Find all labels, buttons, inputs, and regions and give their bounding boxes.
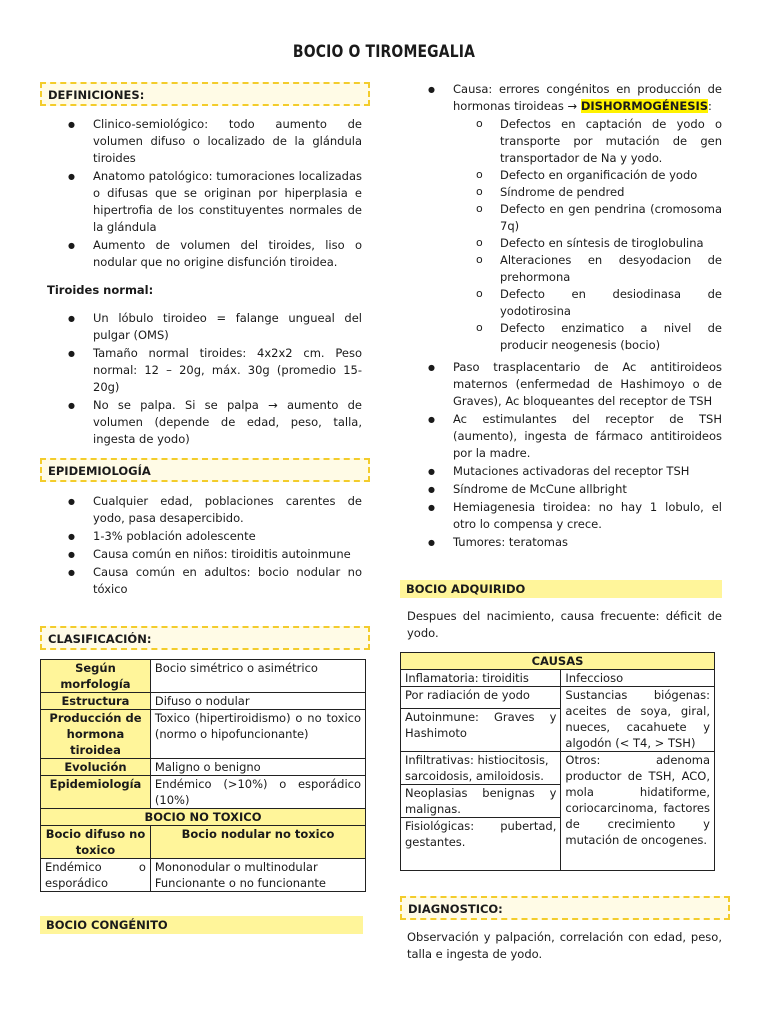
table-row xyxy=(41,759,366,776)
table-col-header: Bocio nodular no toxico xyxy=(150,826,365,859)
table-row xyxy=(41,660,366,693)
list-item: ● No se palpa. Si se palpa → aumento de volumen (depende de edad, peso, talla, ingesta de yodo) xyxy=(40,397,362,448)
table-value: Bocio simétrico o asimétrico xyxy=(150,660,365,693)
table-cell: Por radiación de yodo xyxy=(401,687,561,709)
table-cell: Fisiológicas: pubertad, gestantes. xyxy=(401,818,561,871)
dishormogenesis-highlight: DISHORMOGÉNESIS xyxy=(580,99,709,113)
page-title: BOCIO O TIROMEGALIA xyxy=(292,42,476,62)
list-item: ● Tamaño normal tiroides: 4x2x2 cm. Peso normal: 12 – 20g, máx. 30g (promedio 15-20g) xyxy=(40,345,362,396)
tiroides-normal-heading: Tiroides normal: xyxy=(47,283,154,297)
list-item: ● 1-3% población adolescente xyxy=(40,528,362,545)
list-item: ● Síndrome de McCune allbright xyxy=(400,481,722,498)
table-row xyxy=(401,752,715,785)
diagnostico-text: Observación y palpación, correlación con edad, peso, talla e ingesta de yodo. xyxy=(407,930,722,961)
table-row xyxy=(41,776,366,809)
definiciones-heading: DEFINICIONES: xyxy=(40,82,370,106)
list-item: ● Ac estimulantes del receptor de TSH (aumento), ingesta de fármaco antitiroideos por la madre. xyxy=(400,411,722,462)
table-cell: Infiltrativas: histiocitosis, sarcoidosis, amiloidosis. xyxy=(401,752,561,785)
list-item: o Alteraciones en desyodacion de prehormona xyxy=(400,252,722,286)
table-col-header: Bocio difuso no toxico xyxy=(41,826,151,859)
table-row xyxy=(401,687,715,709)
table-key: Según morfología xyxy=(41,660,151,693)
table-row xyxy=(401,653,715,670)
table-key: Estructura xyxy=(41,693,151,710)
causa-text: Causa: errores congénitos en producción de hormonas tiroideas → xyxy=(453,82,722,113)
list-item: ● Tumores: teratomas xyxy=(400,534,722,551)
table-subheader: BOCIO NO TOXICO xyxy=(41,809,366,826)
table-row xyxy=(41,859,366,892)
list-item: ● Hemiagenesia tiroidea: no hay 1 lobulo, el otro lo compensa y crece. xyxy=(400,499,722,533)
list-item: o Defectos en captación de yodo o transporte por mutación de gen transportador de Na y yodo. xyxy=(400,116,722,167)
list-item: ● Mutaciones activadoras del receptor TSH xyxy=(400,463,722,480)
table-cell: Sustancias biógenas: aceites de soya, giral, nueces, cacahuete y algodón (< T4, > TSH) xyxy=(561,687,715,752)
list-item xyxy=(400,81,722,115)
list-item: o Defecto en gen pendrina (cromosoma 7q) xyxy=(400,201,722,235)
causa-colon: : xyxy=(708,99,712,113)
table-cell: Otros: adenoma productor de TSH, ACO, mola hidatiforme, coriocarcinoma, factores de crecimiento y mutación de oncogenes. xyxy=(561,752,715,871)
list-item: ● Causa común en niños: tiroiditis autoinmune xyxy=(40,546,362,563)
tiroides-normal-list xyxy=(40,310,362,449)
table-row xyxy=(401,670,715,687)
table-cell: Neoplasias benignas y malignas. xyxy=(401,785,561,818)
adquirido-text: Despues del nacimiento, causa frecuente: déficit de yodo. xyxy=(407,609,722,640)
congenito-heading: BOCIO CONGÉNITO xyxy=(40,916,363,934)
congenito-causes-list xyxy=(400,81,722,116)
dishormogenesis-sublist xyxy=(400,116,722,354)
diagnostico-heading: DIAGNOSTICO: xyxy=(400,896,730,920)
table-row xyxy=(41,710,366,759)
table-value: Toxico (hipertiroidismo) o no toxico (normo o hipofuncionante) xyxy=(150,710,365,759)
list-item: ● Paso trasplacentario de Ac antitiroideos maternos (enfermedad de Hashimoyo o de Graves), Ac bloqueantes del receptor de TSH xyxy=(400,359,722,410)
list-item: ● Anatomo patológico: tumoraciones localizadas o difusas que se originan por hiperplasia e hipertrofia de los constituyentes normales de la glándula xyxy=(40,168,362,236)
table-cell: Inflamatoria: tiroiditis xyxy=(401,670,561,687)
table-row xyxy=(41,809,366,826)
adquirido-heading: BOCIO ADQUIRIDO xyxy=(400,580,722,598)
causas-table xyxy=(400,652,715,871)
list-item: ● Un lóbulo tiroideo = falange ungueal del pulgar (OMS) xyxy=(40,310,362,344)
list-item: o Defecto en organificación de yodo xyxy=(400,167,722,184)
list-item: o Defecto enzimatico a nivel de producir neogenesis (bocio) xyxy=(400,320,722,354)
list-item: ● Causa común en adultos: bocio nodular no tóxico xyxy=(40,564,362,598)
clasificacion-heading: CLASIFICACIÓN: xyxy=(40,626,370,650)
table-value: Endémico o esporádico xyxy=(41,859,151,892)
table-row xyxy=(41,826,366,859)
epidemiologia-heading: EPIDEMIOLOGÍA xyxy=(40,458,370,482)
list-item: ● Clinico-semiológico: todo aumento de volumen difuso o localizado de la glándula tiroides xyxy=(40,116,362,167)
definiciones-list xyxy=(40,116,362,272)
clasificacion-table xyxy=(40,659,366,892)
list-item: o Defecto en desiodinasa de yodotirosina xyxy=(400,286,722,320)
list-item: ● Cualquier edad, poblaciones carentes de yodo, pasa desapercibido. xyxy=(40,493,362,527)
list-item: o Defecto en síntesis de tiroglobulina xyxy=(400,235,722,252)
list-item: ● Aumento de volumen del tiroides, liso o nodular que no origine disfunción tiroidea. xyxy=(40,237,362,271)
table-cell: Infeccioso xyxy=(561,670,715,687)
list-item: o Síndrome de pendred xyxy=(400,184,722,201)
table-value: Mononodular o multinodular Funcionante o no funcionante xyxy=(150,859,365,892)
congenito-more-list xyxy=(400,359,722,552)
table-value: Difuso o nodular xyxy=(150,693,365,710)
table-row xyxy=(41,693,366,710)
table-key: Producción de hormona tiroidea xyxy=(41,710,151,759)
table-cell: Autoinmune: Graves y Hashimoto xyxy=(401,709,561,752)
causas-header: CAUSAS xyxy=(401,653,715,670)
epidemiologia-list xyxy=(40,493,362,599)
table-value: Endémico (>10%) o esporádico (10%) xyxy=(150,776,365,809)
table-value: Maligno o benigno xyxy=(150,759,365,776)
table-key: Evolución xyxy=(41,759,151,776)
table-key: Epidemiología xyxy=(41,776,151,809)
